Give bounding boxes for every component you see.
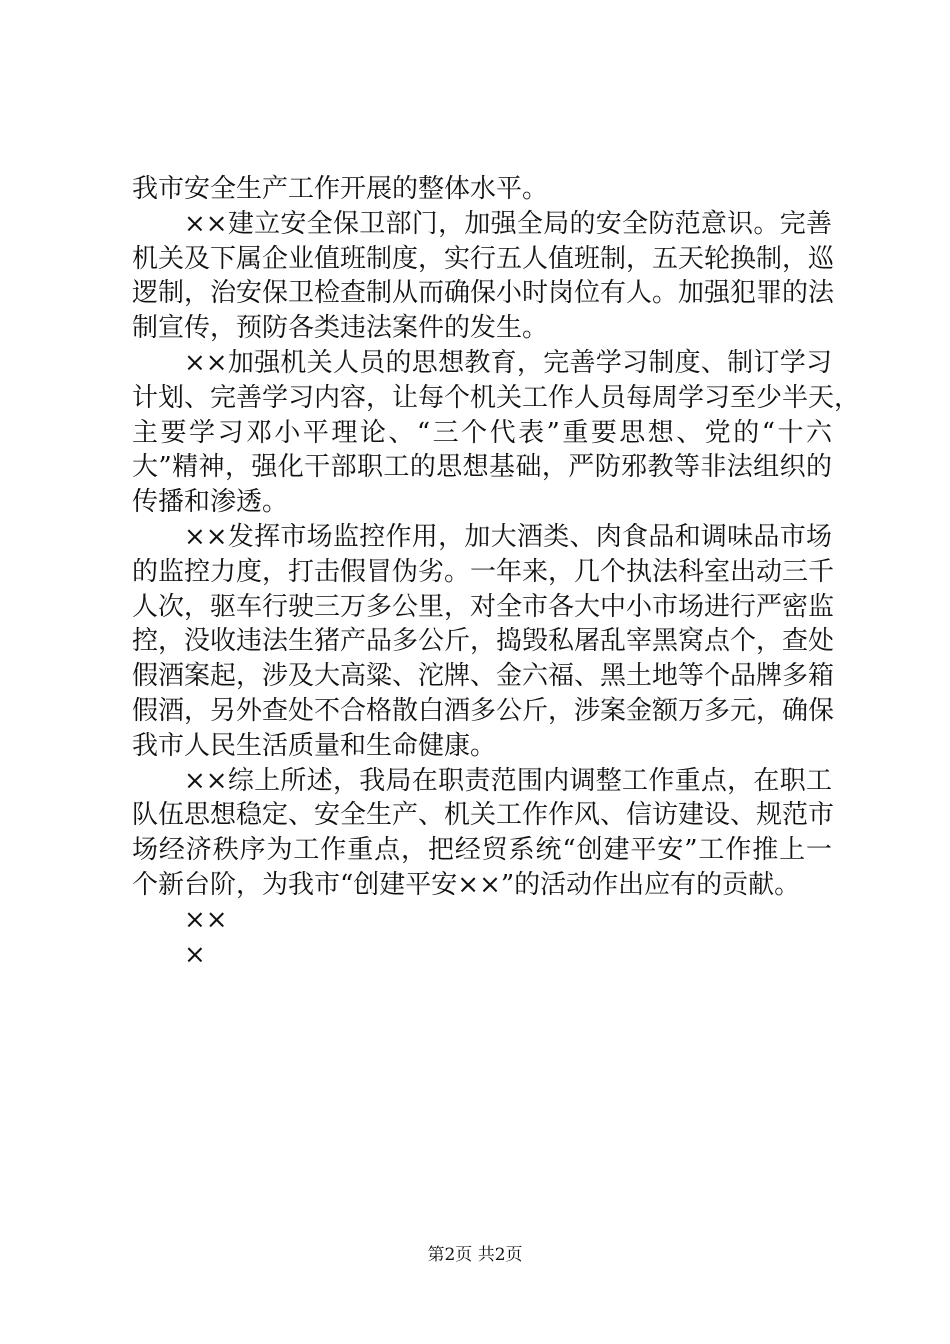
paragraph-start-line: ××发挥市场监控作用，加大酒类、肉食品和调味品市场 <box>184 521 832 552</box>
text-line: 我市安全生产工作开展的整体水平。 <box>132 174 549 204</box>
text-line: 人次，驱车行驶三万多公里，对全市各大中小市场进行严密监 <box>132 591 835 622</box>
signature-line: ×× <box>184 904 228 935</box>
text-line: 计划、完善学习内容，让每个机关工作人员每周学习至少半天， <box>132 382 861 413</box>
text-line: 假酒，另外查处不合格散白酒多公斤，涉案金额万多元，确保 <box>132 695 835 726</box>
text-line: 我市人民生活质量和生命健康。 <box>132 730 497 761</box>
date-line: × <box>184 939 206 970</box>
text-line: 假酒案起，涉及大高粱、沱牌、金六福、黑土地等个品牌多箱 <box>132 661 835 692</box>
text-line: 队伍思想稳定、安全生产、机关工作作风、信访建设、规范市 <box>132 800 835 831</box>
paragraph-start-line: ××加强机关人员的思想教育，完善学习制度、制订学习 <box>184 347 832 378</box>
text-line: 控，没收违法生猪产品多公斤，捣毁私屠乱宰黑窝点个，查处 <box>132 626 835 657</box>
text-line: 主要学习邓小平理论、“三个代表”重要思想、党的“十六 <box>132 417 832 448</box>
paragraph-start-line: ××综上所述，我局在职责范围内调整工作重点，在职工 <box>184 765 832 796</box>
document-body <box>132 172 861 972</box>
text-line: 传播和渗透。 <box>132 487 289 518</box>
text-line: 的监控力度，打击假冒伪劣。一年来，几个执法科室出动三千 <box>132 556 835 587</box>
text-line: 制宣传，预防各类违法案件的发生。 <box>132 313 549 344</box>
text-line: 逻制，治安保卫检查制从而确保小时岗位有人。加强犯罪的法 <box>132 278 835 309</box>
text-line: 场经济秩序为工作重点，把经贸系统“创建平安”工作推上一 <box>132 835 832 866</box>
paragraph-start-line: ××建立安全保卫部门，加强全局的安全防范意识。完善 <box>184 208 832 239</box>
page-number-footer: 第2页 共2页 <box>427 1245 523 1265</box>
text-line: 个新台阶，为我市“创建平安××”的活动作出应有的贡献。 <box>132 869 801 900</box>
text-line: 机关及下属企业值班制度，实行五人值班制，五天轮换制，巡 <box>132 243 835 274</box>
text-line: 大”精神，强化干部职工的思想基础，严防邪教等非法组织的 <box>132 452 832 483</box>
